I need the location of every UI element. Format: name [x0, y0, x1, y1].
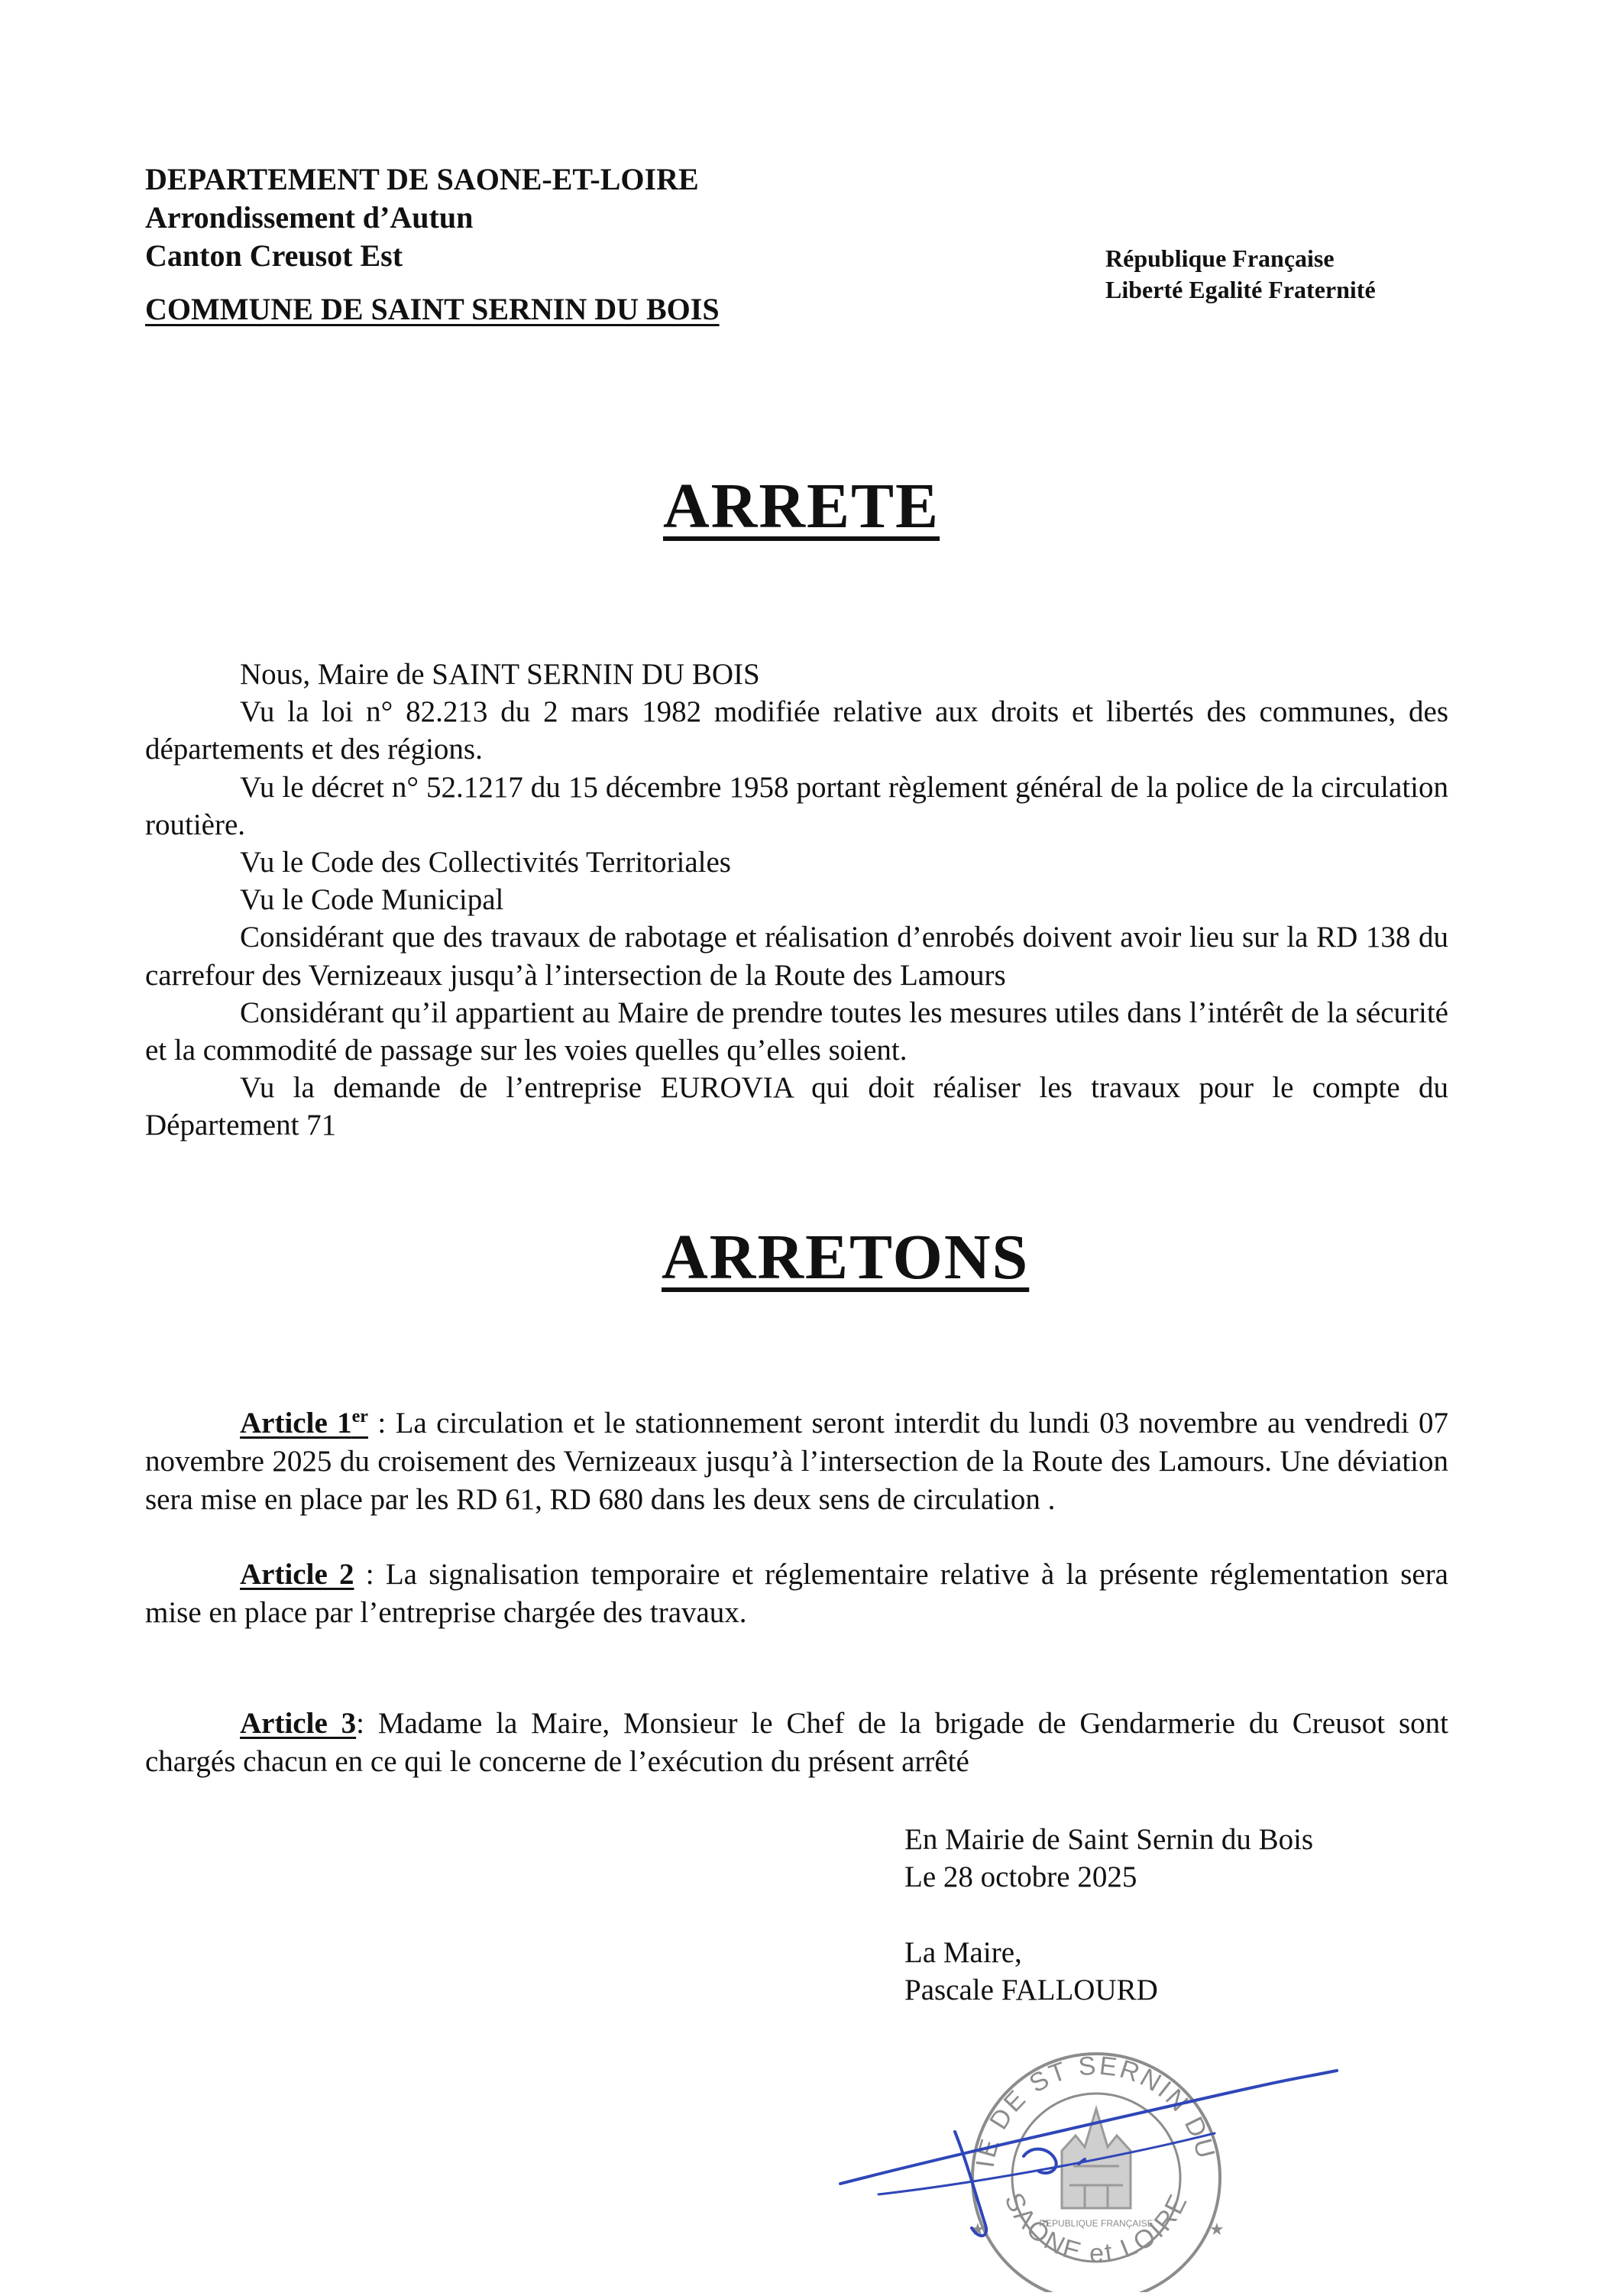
- canton-name: Canton Creusot Est: [145, 238, 403, 273]
- title-arretons: ARRETONS: [662, 1222, 1030, 1293]
- preamble: [145, 656, 1448, 1145]
- preamble-line: Vu le Code Municipal: [240, 883, 504, 917]
- preamble-line: Considérant qu’il appartient au Maire de prendre toutes les mesures utiles dans l’intérêt de la sécurité et la commodité de passage sur les voies quelles qu’elles soient.: [145, 996, 1448, 1067]
- article-1-text: : La circulation et le stationnement seront interdit du lundi 03 novembre au vendredi 07 novembre 2025 du croisement des Vernizeaux jusqu’à l’intersection de la Route des Lamours. Une déviation sera mise en place par les RD 61, RD 680 dans les deux sens de circulation .: [145, 1407, 1448, 1516]
- official-stamp: [833, 1956, 1225, 2292]
- preamble-line: Considérant que des travaux de rabotage et réalisation d’enrobés doivent avoir lieu sur la RD 138 du carrefour des Vernizeaux jusqu’à l’intersection de la Route des Lamours: [145, 921, 1448, 992]
- stamp-ribbon: REPUBLIQUE FRANÇAISE: [1039, 2218, 1153, 2229]
- svg-text:★: ★: [970, 2220, 985, 2239]
- stamp-outer-text: IE DE ST SERNIN DU: [970, 2051, 1221, 2170]
- preamble-line: Vu le décret n° 52.1217 du 15 décembre 1958 portant règlement général de la police de la circulation routière.: [145, 770, 1448, 841]
- signature-and-stamp: [833, 1956, 1367, 2292]
- article-2-text: : La signalisation temporaire et réglementaire relative à la présente réglementation sera mise en place par l’entreprise chargée des travaux.: [145, 1558, 1448, 1629]
- preamble-line: Vu la demande de l’entreprise EUROVIA qui doit réaliser les travaux pour le compte du Département 71: [145, 1071, 1448, 1142]
- article-2-label: Article 2: [240, 1558, 354, 1591]
- arrondissement-name: Arrondissement d’Autun: [145, 200, 474, 235]
- signatory-role: La Maire,: [904, 1936, 1022, 1969]
- article-1-label-sup: er: [351, 1407, 368, 1426]
- signatory-name: Pascale FALLOURD: [904, 1974, 1158, 2006]
- article-3-text: : Madame la Maire, Monsieur le Chef de la brigade de Gendarmerie du Creusot sont chargés chacun en ce qui le concerne de l’exécution du présent arrêté: [145, 1707, 1448, 1778]
- closing-date: Le 28 octobre 2025: [904, 1860, 1137, 1893]
- department-name: DEPARTEMENT DE SAONE-ET-LOIRE: [145, 162, 699, 196]
- republic-name: République Française: [1105, 244, 1335, 272]
- signature-stamp-graphic: [833, 1956, 1367, 2292]
- article-1-label: [240, 1407, 368, 1439]
- preamble-line: Vu le Code des Collectivités Territoriales: [240, 846, 731, 879]
- article-1: [145, 1404, 1448, 1519]
- header-right: [1105, 243, 1376, 306]
- header-left: [145, 160, 720, 329]
- articles: [145, 1404, 1448, 1781]
- commune-name: COMMUNE DE SAINT SERNIN DU BOIS: [145, 292, 720, 326]
- stamp-bottom-text: SAÔNE et LOIRE: [998, 2188, 1194, 2268]
- article-3-label: Article 3: [240, 1707, 357, 1740]
- closing-place: En Mairie de Saint Sernin du Bois: [904, 1823, 1314, 1856]
- article-2: [145, 1556, 1448, 1632]
- article-3: [145, 1705, 1448, 1781]
- article-1-label-text: Article 1: [240, 1407, 352, 1439]
- title-arrete: ARRETE: [663, 471, 940, 542]
- republic-motto: Liberté Egalité Fraternité: [1105, 276, 1376, 303]
- preamble-line: Nous, Maire de SAINT SERNIN DU BOIS: [240, 658, 760, 691]
- preamble-line: Vu la loi n° 82.213 du 2 mars 1982 modifiée relative aux droits et libertés des communes, des départements et des régions.: [145, 695, 1448, 766]
- svg-text:★: ★: [1209, 2220, 1225, 2239]
